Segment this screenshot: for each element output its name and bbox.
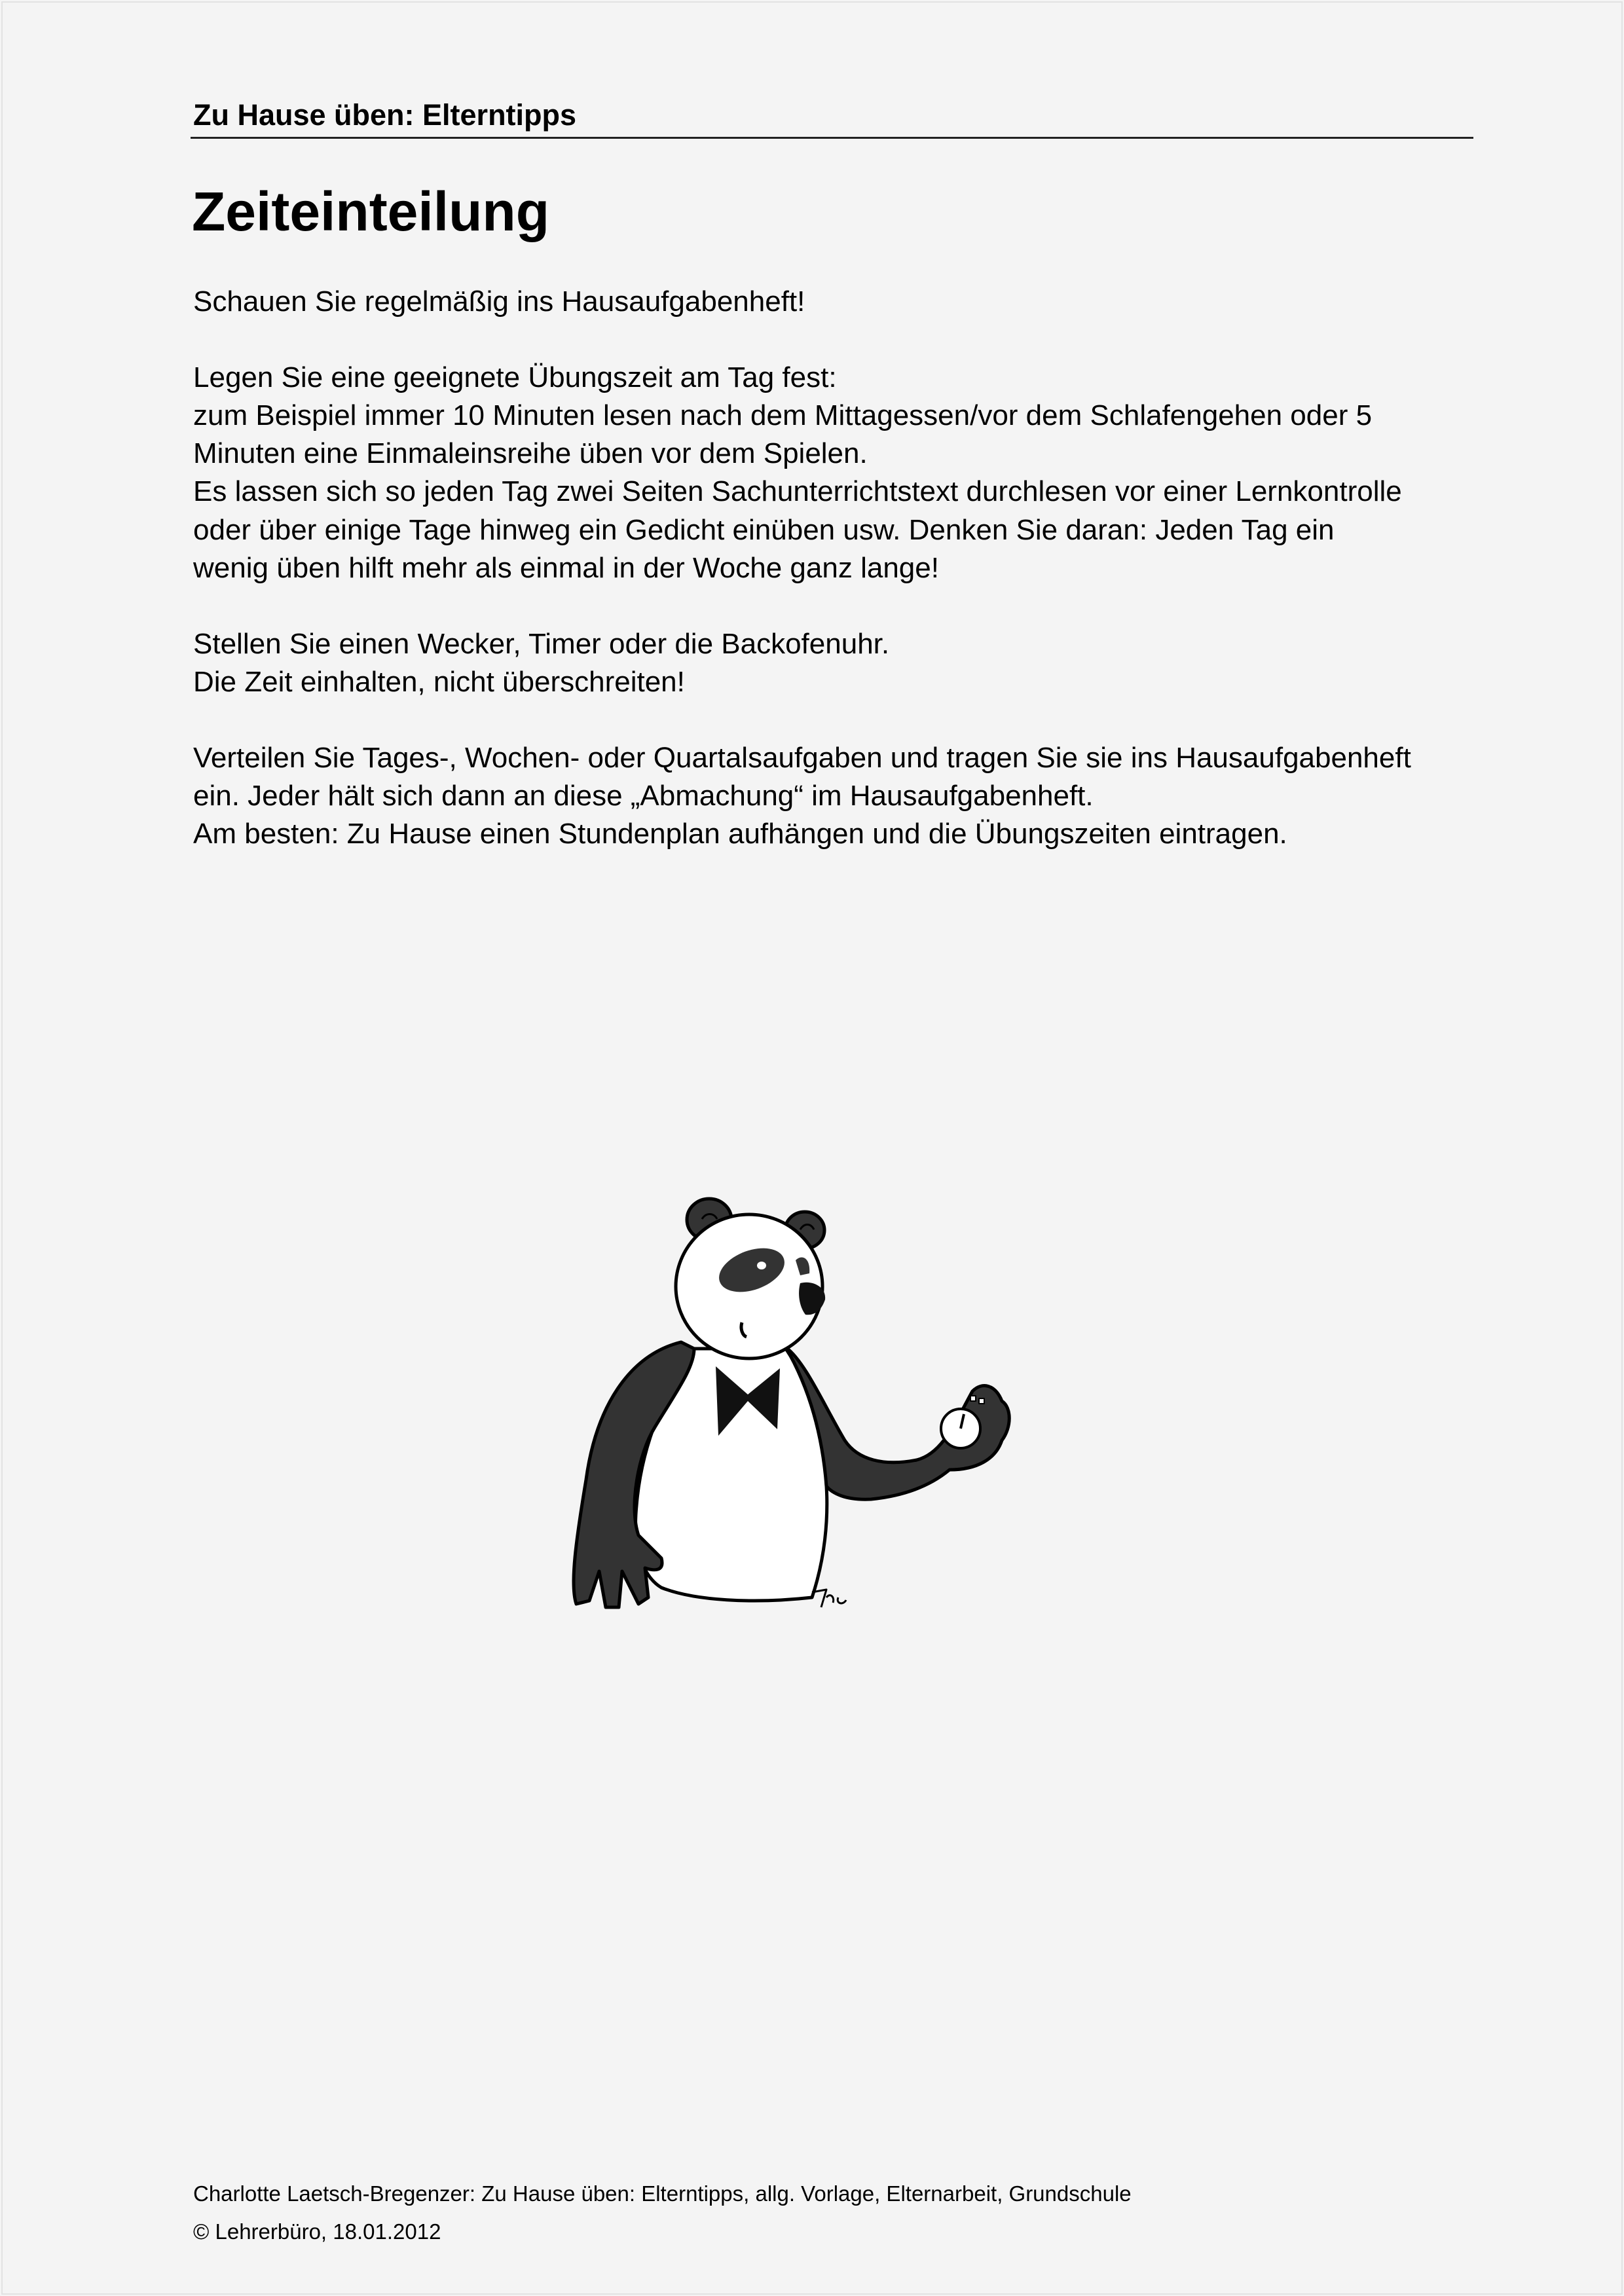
paragraph-line: ein. Jeder hält sich dann an diese „Abmachung“ im Hausaufgabenheft.: [193, 780, 1094, 812]
paragraph-line: Am besten: Zu Hause einen Stundenplan aufhängen und die Übungszeiten eintragen.: [193, 818, 1287, 850]
paragraph-line: Minuten eine Einmaleinsreihe üben vor dem Spielen.: [193, 437, 868, 470]
paragraph-line: Schauen Sie regelmäßig ins Hausaufgabenheft!: [193, 285, 805, 318]
paragraph-line: Die Zeit einhalten, nicht überschreiten!: [193, 665, 685, 698]
paragraph-line: Verteilen Sie Tages-, Wochen- oder Quartalsaufgaben und tragen Sie sie ins Hausaufgabenheft: [193, 742, 1411, 774]
paragraph-line: Es lassen sich so jeden Tag zwei Seiten Sachunterrichtstext durchlesen vor einer Lernkontrolle: [193, 475, 1402, 508]
paragraph-line: Legen Sie eine geeignete Übungszeit am Tag fest:: [193, 361, 837, 394]
page-title: Zeiteinteilung: [192, 181, 549, 242]
paragraph-line: Stellen Sie einen Wecker, Timer oder die Backofenuhr.: [193, 627, 890, 660]
document-header: Zu Hause üben: Elterntipps: [193, 98, 577, 132]
artist-signature: [812, 1590, 846, 1607]
paragraph-line: wenig üben hilft mehr als einmal in der Woche ganz lange!: [193, 551, 939, 584]
paragraph-line: zum Beispiel immer 10 Minuten lesen nach dem Mittagessen/vor dem Schlafengehen oder 5: [193, 399, 1373, 432]
paragraph-line: oder über einige Tage hinweg ein Gedicht einüben usw. Denken Sie daran: Jeden Tag ein: [193, 513, 1335, 546]
document-footer: [193, 2175, 1132, 2251]
footer-copyright: © Lehrerbüro, 18.01.2012: [193, 2219, 441, 2244]
footer-credit: Charlotte Laetsch-Bregenzer: Zu Hause üben: Elterntipps, allg. Vorlage, Elternarbeit, Grundschule: [193, 2181, 1132, 2206]
